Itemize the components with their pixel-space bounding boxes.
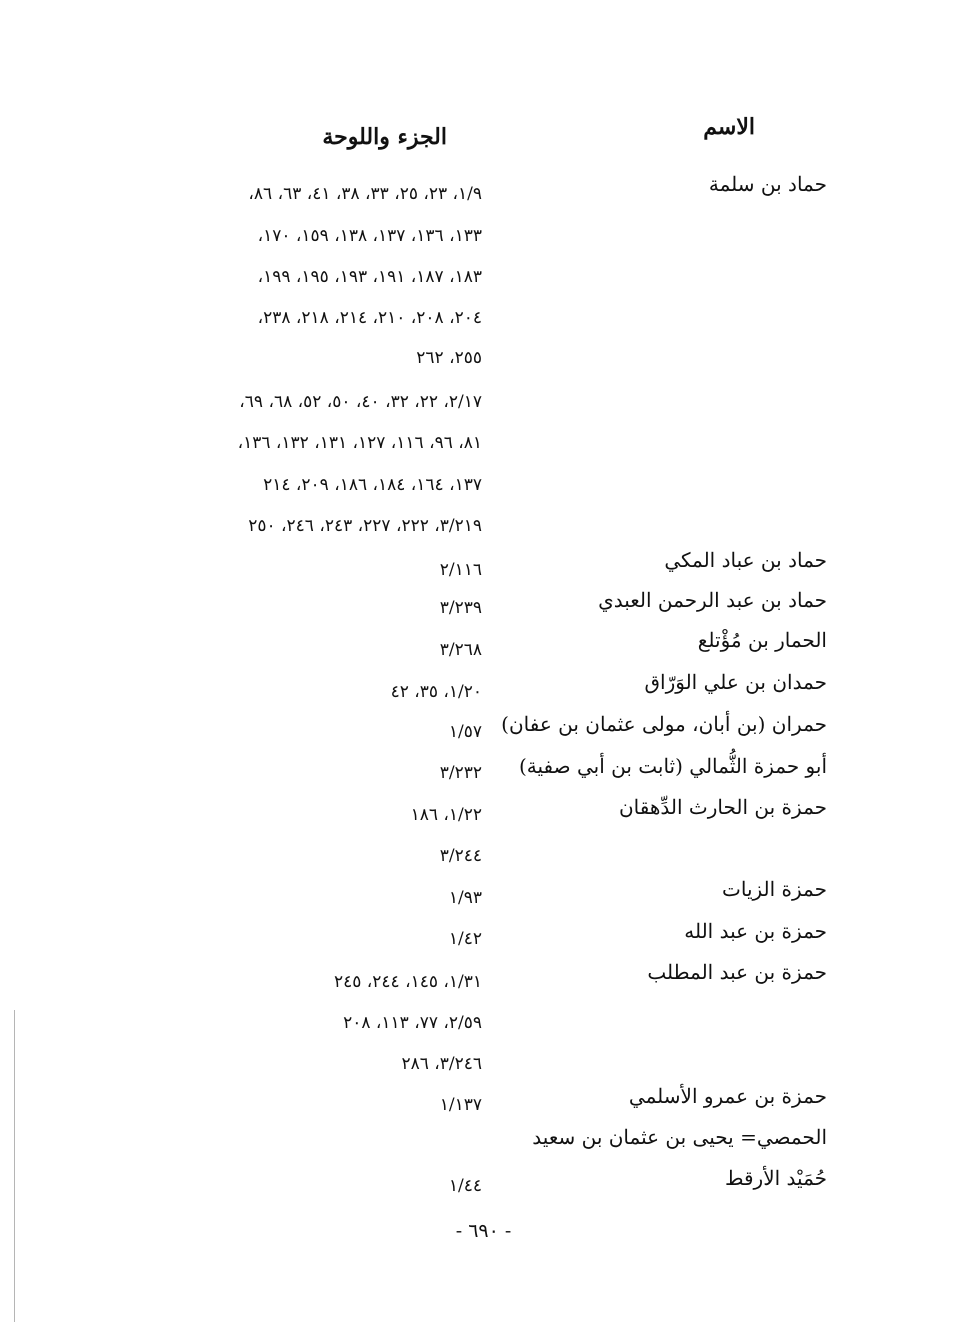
entry-refs: ١/١٣٧ [439,1095,482,1115]
entry-refs: ٢/١١٦ [439,560,482,580]
scan-edge-line [14,1010,15,1322]
entry-name: حماد بن عباد المكي [664,548,827,572]
entry-refs: ١/٣١، ١٤٥، ٢٤٤، ٢٤٥ [333,972,482,992]
entry-refs: ١٣٧، ١٦٤، ١٨٤، ١٨٦، ٢٠٩، ٢١٤ [263,475,482,495]
entry-refs: ١٣٣، ١٣٦، ١٣٧، ١٣٨، ١٥٩، ١٧٠، [257,226,482,246]
name-column-header: الاسم [703,114,755,140]
entry-refs: ٣/٢٣٩ [439,598,482,618]
entry-refs: ١/٤٤ [448,1176,482,1196]
entry-name: حمزة بن عمرو الأسلمي [628,1084,827,1108]
entry-refs: ٢٥٥، ٢٦٢ [416,348,482,368]
entry-refs: ١/٢٢، ١٨٦ [410,805,482,825]
entry-name: حمران (بن أبان، مولى عثمان بن عفان) [501,712,827,736]
entry-name: الحمار بن مُؤْتلع [697,628,827,652]
entry-refs: ٢٠٤، ٢٠٨، ٢١٠، ٢١٤، ٢١٨، ٢٣٨، [257,308,482,328]
entry-name: حمدان بن علي الوَرّاق [644,670,827,694]
entry-refs: ١/٥٧ [448,722,482,742]
entry-refs: ٣/٢٣٢ [439,763,482,783]
entry-refs: ١٨٣، ١٨٧، ١٩١، ١٩٣، ١٩٥، ١٩٩، [257,267,482,287]
entry-refs: ١/٩٣ [448,888,482,908]
entry-name: حماد بن سلمة [708,172,827,196]
entry-name: حمزة بن الحارث الدِّهقان [618,795,827,819]
entry-refs: ٢/١٧، ٢٢، ٣٢، ٤٠، ٥٠، ٥٢، ٦٨، ٦٩، [239,392,482,412]
entry-refs: ١/٩، ٢٣، ٢٥، ٣٣، ٣٨، ٤١، ٦٣، ٨٦، [248,184,482,204]
entry-name: الحمصي= يحيى بن عثمان بن سعيد [532,1125,827,1149]
page-number: - ٦٩٠ - [455,1220,512,1242]
entry-refs: ٣/٢٤٤ [439,846,482,866]
entry-refs: ٣/٢٦٨ [439,640,482,660]
entry-refs: ١/٤٢ [448,929,482,949]
reference-column-header: الجزء واللوحة [322,124,447,150]
entry-name: حمزة الزيات [722,877,827,901]
entry-name: حمزة بن عبد المطلب [647,960,827,984]
entry-refs: ٨١، ٩٦، ١١٦، ١٢٧، ١٣١، ١٣٢، ١٣٦، [237,433,482,453]
entry-name: حمزة بن عبد الله [684,919,827,943]
entry-refs: ١/٢٠، ٣٥، ٤٢ [390,682,482,702]
entry-name: حماد بن عبد الرحمن العبدي [598,588,827,612]
entry-refs: ٢/٥٩، ٧٧، ١١٣، ٢٠٨ [343,1013,482,1033]
entry-refs: ٣/٢٤٦، ٢٨٦ [401,1054,482,1074]
entry-name: أبو حمزة الثُّمالي (ثابت بن أبي صفية) [518,754,827,778]
entry-refs: ٣/٢١٩، ٢٢٢، ٢٢٧، ٢٤٣، ٢٤٦، ٢٥٠ [248,516,482,536]
entry-name: حُمَيْد الأرقط [725,1166,827,1190]
